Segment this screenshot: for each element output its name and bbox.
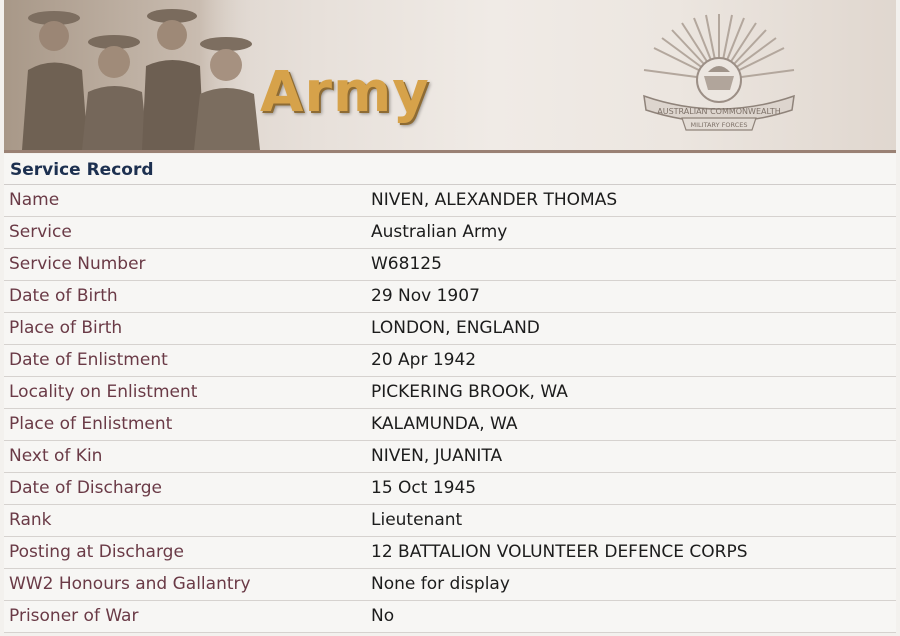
- rising-sun-badge-icon: [634, 10, 804, 140]
- row-label: Next of Kin: [9, 446, 103, 466]
- row-label: Name: [9, 190, 60, 210]
- soldiers-photo: [4, 0, 264, 150]
- row-label: Date of Discharge: [9, 478, 162, 498]
- row-label: Prisoner of War: [9, 606, 139, 626]
- row-label: Date of Enlistment: [9, 350, 168, 370]
- row-label: WW2 Honours and Gallantry: [9, 574, 251, 594]
- row-value: Lieutenant: [371, 510, 463, 530]
- row-value: None for display: [371, 574, 510, 594]
- row-value: Australian Army: [371, 222, 508, 242]
- row-value: 29 Nov 1907: [371, 286, 480, 306]
- service-record-heading: Service Record: [4, 154, 896, 185]
- row-value: NIVEN, ALEXANDER THOMAS: [371, 190, 618, 210]
- table-row: [4, 441, 896, 473]
- table-row: [4, 473, 896, 505]
- table-row: [4, 281, 896, 313]
- row-label: Posting at Discharge: [9, 542, 184, 562]
- table-row: [4, 249, 896, 281]
- row-value: 20 Apr 1942: [371, 350, 477, 370]
- row-value: KALAMUNDA, WA: [371, 414, 518, 434]
- row-value: NIVEN, JUANITA: [371, 446, 503, 466]
- row-label: Place of Enlistment: [9, 414, 173, 434]
- table-row: [4, 569, 896, 601]
- row-label: Service Number: [9, 254, 146, 274]
- table-row: [4, 313, 896, 345]
- row-value: 12 BATTALION VOLUNTEER DEFENCE CORPS: [371, 542, 748, 562]
- row-label: Rank: [9, 510, 52, 530]
- service-record-table: [4, 154, 896, 633]
- row-value: No: [371, 606, 395, 626]
- army-banner: [4, 0, 896, 153]
- row-label: Service: [9, 222, 72, 242]
- row-value: 15 Oct 1945: [371, 478, 477, 498]
- table-row: [4, 409, 896, 441]
- table-row: [4, 505, 896, 537]
- badge-text-top: AUSTRALIAN COMMONWEALTH: [657, 107, 781, 116]
- table-row: [4, 601, 896, 633]
- row-label: Date of Birth: [9, 286, 118, 306]
- row-label: Locality on Enlistment: [9, 382, 198, 402]
- badge-text-bottom: MILITARY FORCES: [690, 121, 748, 129]
- row-value: PICKERING BROOK, WA: [371, 382, 568, 402]
- table-row: [4, 345, 896, 377]
- banner-title: Army: [260, 60, 430, 125]
- table-row: [4, 537, 896, 569]
- table-row: [4, 377, 896, 409]
- row-label: Place of Birth: [9, 318, 123, 338]
- row-value: W68125: [371, 254, 442, 274]
- row-value: LONDON, ENGLAND: [371, 318, 540, 338]
- table-row: [4, 217, 896, 249]
- table-row: [4, 185, 896, 217]
